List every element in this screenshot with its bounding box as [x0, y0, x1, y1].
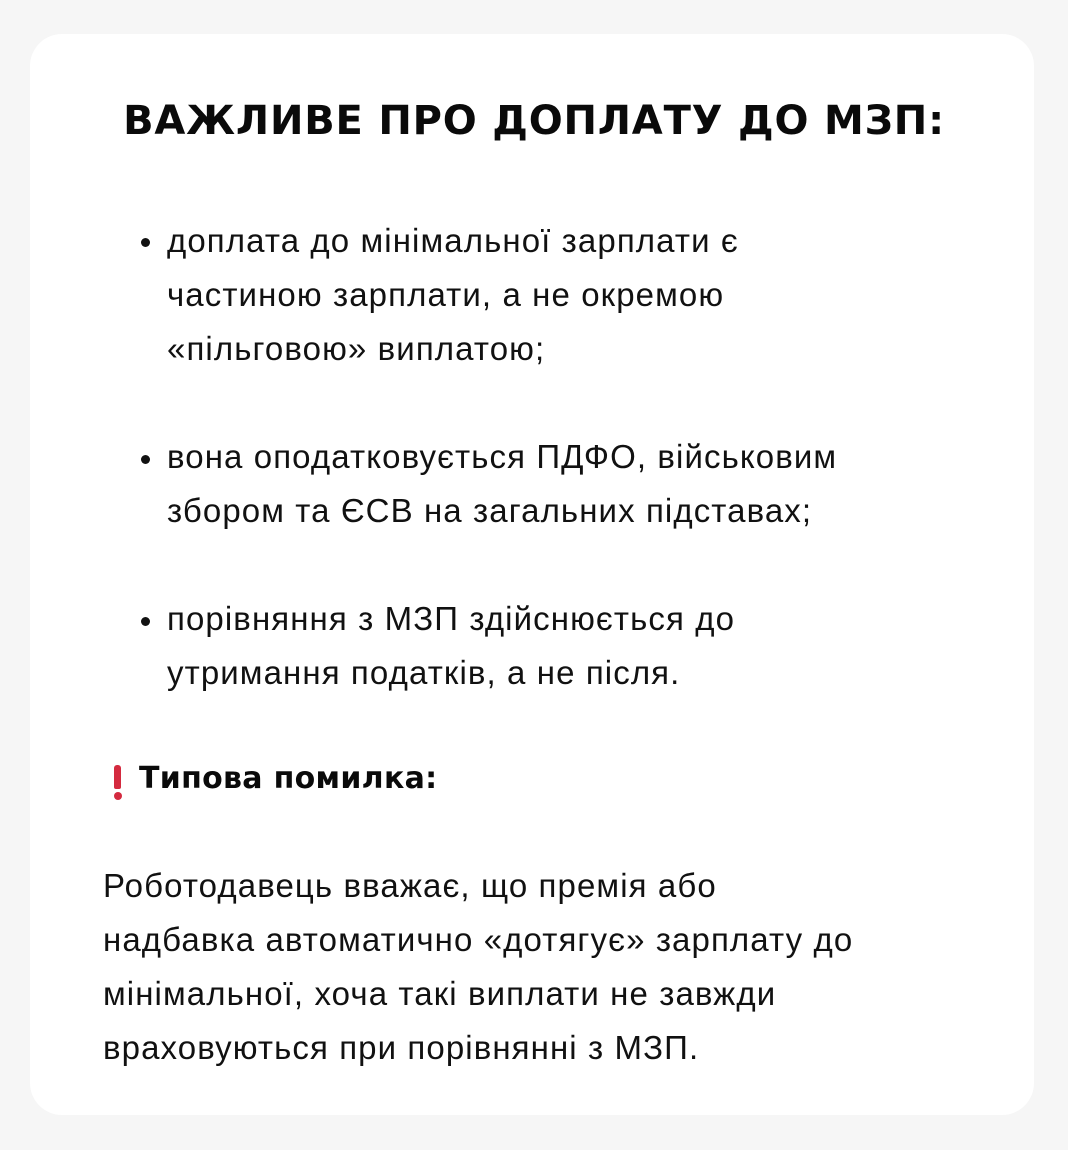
red-exclamation-icon: [104, 759, 130, 799]
bullet-text-line: утримання податків, а не після.: [167, 654, 681, 691]
bullet-dot-icon: [141, 238, 150, 247]
bullet-text-line: «пільговою» виплатою;: [167, 330, 546, 367]
typical-mistake-heading: [104, 752, 437, 806]
paragraph-line: Роботодавець вважає, що премія або: [103, 867, 717, 904]
bullet-dot-icon: [141, 455, 150, 464]
bullet-text-line: вона оподатковується ПДФО, військовим: [167, 438, 838, 475]
typical-mistake-label: Типова помилка:: [139, 761, 438, 796]
bullet-text-line: частиною зарплати, а не окремою: [167, 276, 725, 313]
bullet-text-line: збором та ЄСВ на загальних підставах;: [167, 492, 813, 529]
page-title: ВАЖЛИВЕ ПРО ДОПЛАТУ ДО МЗП:: [123, 98, 945, 144]
paragraph-line: враховуються при порівнянні з МЗП.: [103, 1029, 700, 1066]
exclamation-bar: [114, 765, 121, 789]
bullet-text-line: порівняння з МЗП здійснюється до: [167, 600, 736, 637]
paragraph-line: мінімальної, хоча такі виплати не завжди: [103, 975, 777, 1012]
paragraph-line: надбавка автоматично «дотягує» зарплату до: [103, 921, 854, 958]
bullet-dot-icon: [141, 617, 150, 626]
exclamation-dot: [114, 792, 122, 800]
bullet-text-line: доплата до мінімальної зарплати є: [167, 222, 739, 259]
